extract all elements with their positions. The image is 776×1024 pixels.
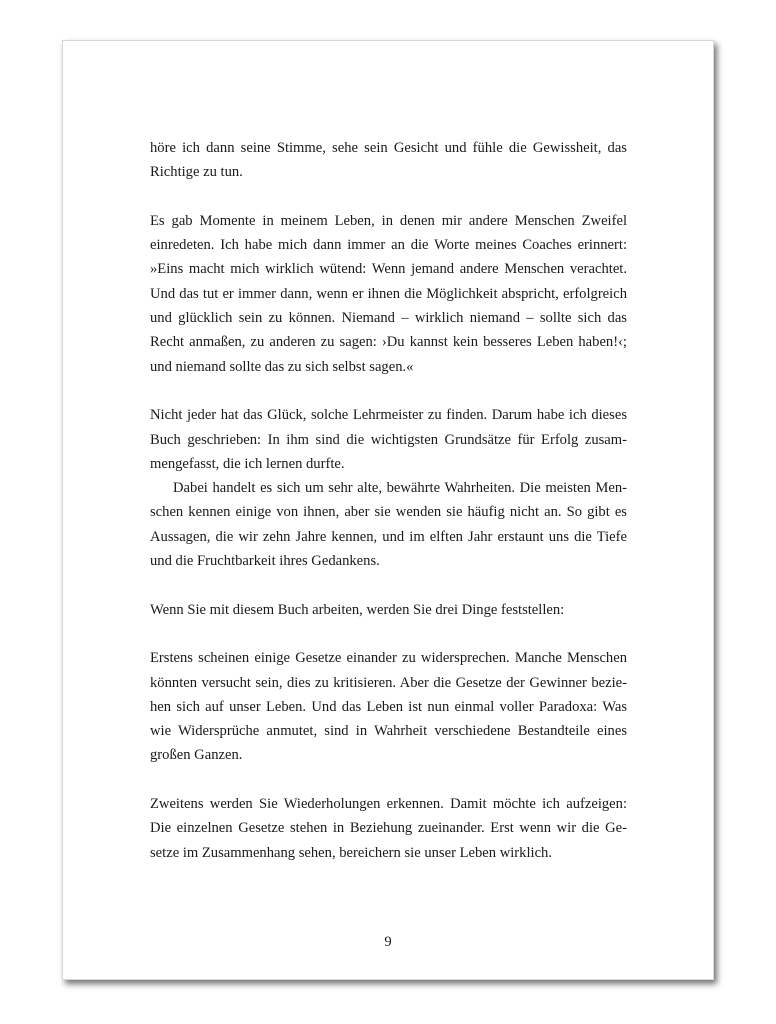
paragraph-gap [150,379,627,403]
text-line: einredeten. Ich habe mich dann immer an die Worte meines Coaches erinnert: [150,237,627,254]
text-line: Wenn Sie mit diesem Buch arbeiten, werden Sie drei Dinge feststellen: [150,601,565,618]
text-line: Aussagen, die wir zehn Jahre kennen, und im elften Jahr erstaunt uns die Tiefe [150,528,627,545]
text-line: und niemand sollte das zu sich selbst sagen.« [150,358,414,375]
paragraph-gap [150,573,627,597]
text-line: schen kennen einige von ihnen, aber sie wenden sie häufig nicht an. So gibt es [150,504,627,521]
paragraph-gap [150,622,627,646]
text-line: »Eins macht mich wirklich wütend: Wenn jemand andere Menschen verachtet. [150,261,627,278]
text-line: wie Widersprüche anmutet, sind in Wahrheit verschiedene Bestandteile eines [150,723,627,740]
text-line: Dabei handelt es sich um sehr alte, bewährte Wahrheiten. Die meisten Men- [173,480,627,497]
text-line: mengefasst, die ich lernen durfte. [150,455,345,472]
text-line: Nicht jeder hat das Glück, solche Lehrmeister zu finden. Darum habe ich dieses [150,407,627,424]
text-line: Es gab Momente in meinem Leben, in denen mir andere Menschen Zweifel [150,212,627,229]
text-line: höre ich dann seine Stimme, sehe sein Gesicht und fühle die Gewissheit, das [150,140,627,156]
text-line: Die einzelnen Gesetze stehen in Beziehung zueinander. Erst wenn wir die Ge- [150,820,627,837]
text-line: großen Ganzen. [150,747,243,764]
text-line: setze im Zusammenhang sehen, bereichern sie unser Leben wirklich. [150,844,552,861]
text-line: Und das tut er immer dann, wenn er ihnen die Möglichkeit abspricht, erfolgreich [150,285,627,302]
text-line: Buch geschrieben: In ihm sind die wichtigsten Grundsätze für Erfolg zusam- [150,431,627,448]
text-line: könnten versucht sein, dies zu kritisieren. Aber die Gesetze der Gewinner bezie- [150,674,627,691]
page-number: 9 [384,934,392,950]
text-line: hen sich auf unser Leben. Und das Leben ist nun einmal voller Paradoxa: Was [150,698,627,715]
text-line: Erstens scheinen einige Gesetze einander zu widersprechen. Manche Menschen [150,650,627,667]
body-text [150,136,627,865]
book-page [62,40,714,980]
paragraph-gap [150,185,627,209]
text-line: und glücklich sein zu können. Niemand – wirklich niemand – sollte sich das [150,310,627,327]
text-line: Richtige zu tun. [150,164,243,181]
text-line: Zweitens werden Sie Wiederholungen erkennen. Damit möchte ich aufzeigen: [150,796,627,813]
paragraph-gap [150,768,627,792]
text-line: Recht anmaßen, zu anderen zu sagen: ›Du kannst kein besseres Leben haben!‹; [150,334,627,351]
text-line: und die Fruchtbarkeit ihres Gedankens. [150,553,380,570]
